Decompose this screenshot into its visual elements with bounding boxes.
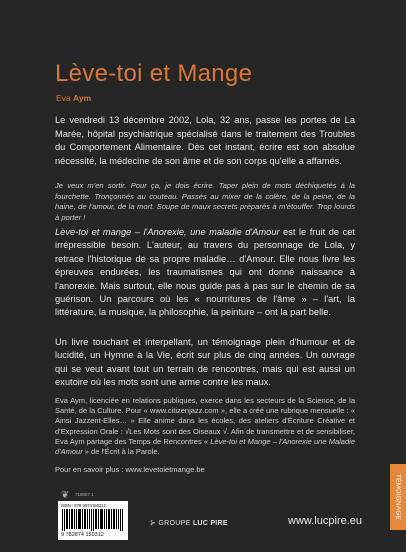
- summary-paragraph: [55, 226, 355, 320]
- intro-paragraph: Le vendredi 13 décembre 2002, Lola, 32 ans, passe les portes de La Marée, hôpital psychiatrique spécialisé dans le traitement des Troubles du Comportement Alimentaire. Dès cet instant, écrire est son absolue nécessité, la médecine de son âme et de son corps qu'elle a affamés.: [55, 115, 355, 166]
- author-bio-paragraph: [55, 396, 355, 457]
- review-paragraph: Un livre touchant et interpellant, un témoignage plein d'humour et de lucidité, un Hymne à la Vie, écrit sur plus de cinq années. Un ouvrage qui se veut avant tout un terrain de rencontres, mais qui est aussi un exutoire où les mots sont une arme contre les maux.: [55, 337, 355, 388]
- publisher-website: www.lucpire.eu: [288, 515, 362, 527]
- more-info-line: Pour en savoir plus : www.levetoietmange.be: [55, 465, 205, 474]
- publisher-name: LUC PIRE: [192, 520, 228, 527]
- author-first-name: Eva: [56, 93, 71, 103]
- summary-text: est le fruit de cet irrépressible besoin. L'auteur, au travers du personnage de Lola, y retrace l'historique de sa propre maladie… d'Amour. Elle nous livre les épreuves endurées, les traumatismes qui ont donné naissance à l'anorexie. Mais surtout, elle nous guide pas à pas sur le chemin de sa guérison. Un parcours où les « nourritures de l'âme » – l'art, la littérature, la musique, la philosophie, la peinture – ont la part belle.: [55, 227, 355, 318]
- print-code: 718067 1: [75, 492, 94, 497]
- barcode-icon: [62, 509, 124, 531]
- quote-paragraph: Je veux m'en sortir. Pour ça, je dois écrire. Taper plein de mots déchiquetés à la fourchette. Tronçonnés au couteau. Passés au mixer de la colère, de la peine, de la haine, de l'amour, de la mort. Soupe de maux secrets préparés à m'étouffer. Trop lourds à porter !: [55, 181, 355, 222]
- author-name: [56, 93, 91, 103]
- publisher-logo: [150, 519, 228, 527]
- author-last-name: Aym: [73, 93, 92, 103]
- bio-text-1: Eva Aym, licenciée en relations publiques, exerce dans les secteurs de la Science, de la Santé, de la Culture. Pour « www.citizenjazz.com », elle a créé une rubrique mensuelle : « Ainsi Jazzent-Elles… » Elle anime dans les écoles, des ateliers d'Écriture Créative et d'Expression Orale : √Les Mots sont des Oiseaux √. Afin de transmettre et de sensibiliser, Eva Aym partage des Temps de Rencontres «: [55, 396, 355, 446]
- summary-book-title: Lève-toi et mange – l'Anorexie, une maladie d'Amour: [55, 227, 280, 237]
- publisher-prefix: GROUPE: [158, 520, 191, 527]
- leaf-icon: ❦: [61, 490, 70, 501]
- book-title: Lève-toi et Mange: [55, 60, 253, 87]
- category-label: TÉMOIGNAGE: [394, 473, 402, 521]
- barcode-number: 9 782874 159312: [61, 532, 104, 538]
- bio-text-2: » de l'Écrit à la Parole.: [82, 447, 160, 457]
- bio-book-title: Lève-toi et Mange – l'Anorexie une Maladie d'Amour: [55, 436, 355, 457]
- publisher-mark-icon: ⊱: [150, 520, 157, 527]
- category-tab: [390, 464, 406, 530]
- isbn-barcode-box: [58, 501, 128, 540]
- isbn-label: ISBN : 978-2874159312: [61, 503, 106, 508]
